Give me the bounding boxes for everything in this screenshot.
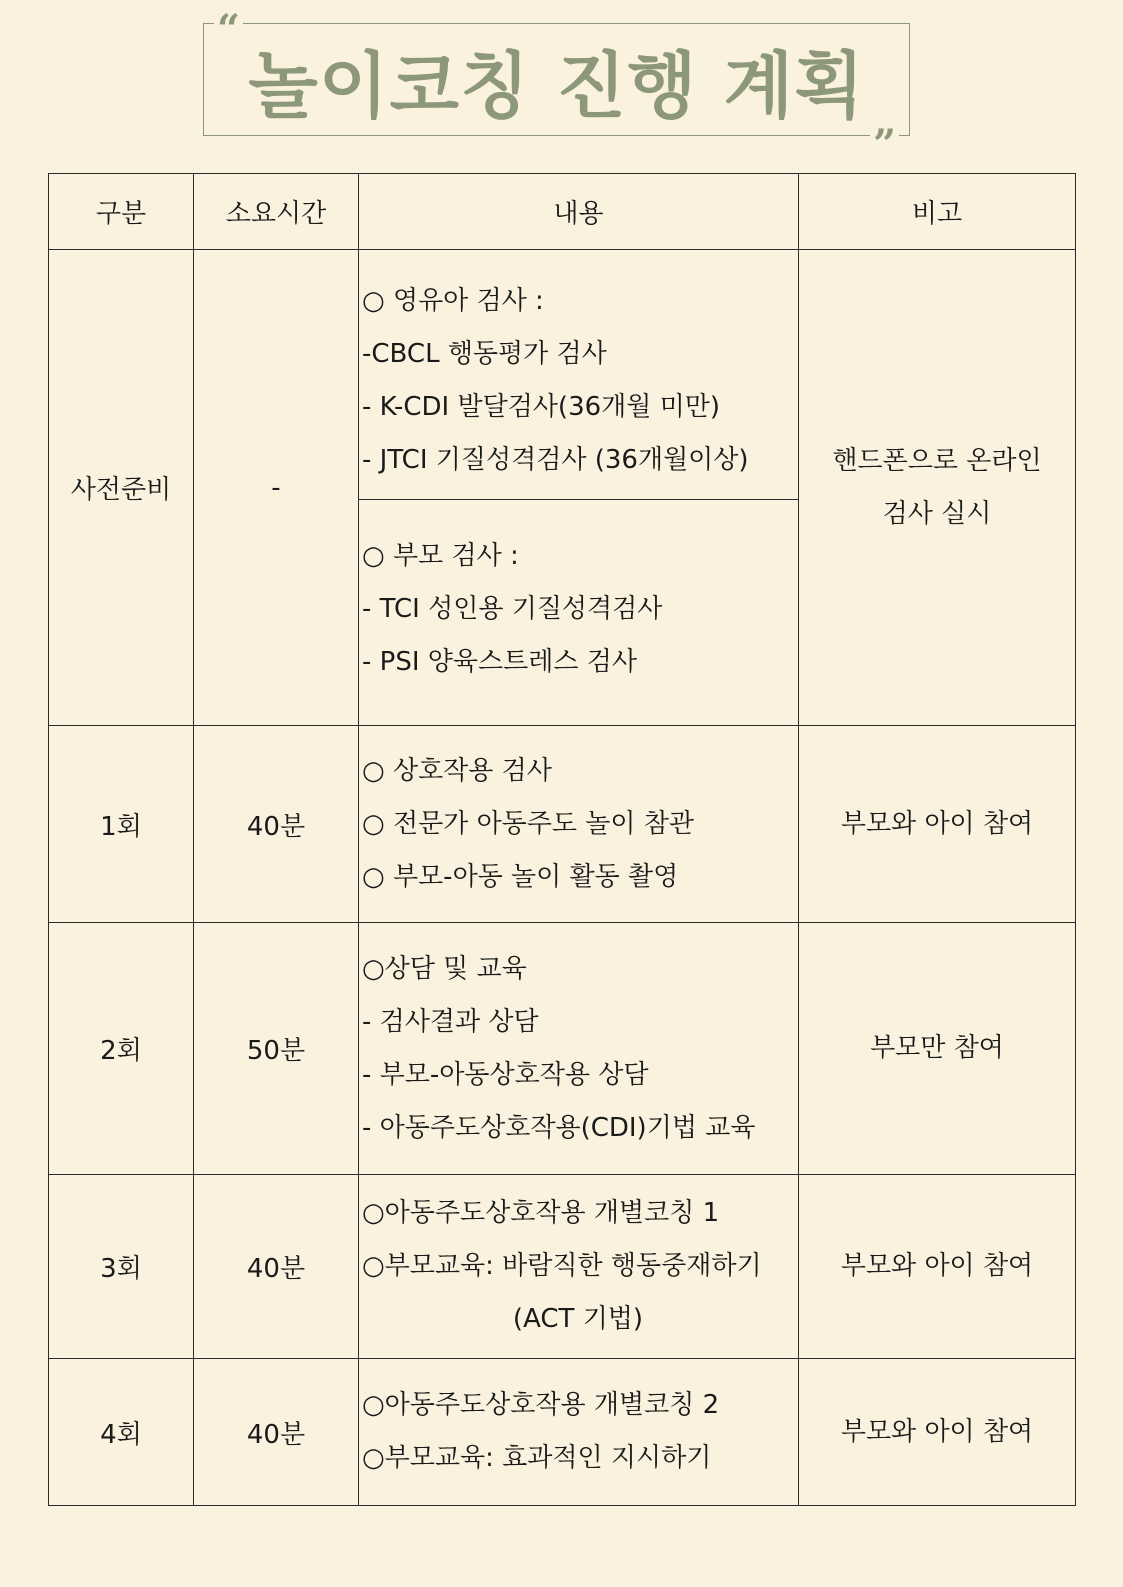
header-note: 비고: [799, 174, 1076, 250]
note-cell: [799, 923, 1076, 1175]
duration-cell: 50분: [194, 923, 359, 1175]
content-line: ○아동주도상호작용 개별코칭 2: [362, 1390, 720, 1420]
table-row-session-2: [49, 923, 1076, 1175]
open-quote-mark: “: [214, 10, 243, 50]
content-line: ○부모교육: 효과적인 지시하기: [362, 1443, 712, 1473]
content-line: - 아동주도상호작용(CDI)기법 교육: [362, 1112, 756, 1143]
content-line: - K-CDI 발달검사(36개월 미만): [362, 391, 721, 422]
content-line: ○ 부모 검사 :: [362, 540, 519, 571]
session-cell: 3회: [49, 1175, 194, 1359]
content-cell: [359, 726, 799, 923]
content-line: ○ 전문가 아동주도 놀이 참관: [362, 808, 695, 839]
table-header-row: [49, 174, 1076, 250]
title-box: [203, 6, 910, 168]
duration-cell: 40분: [194, 1359, 359, 1506]
note-cell: [799, 1175, 1076, 1359]
content-line: ○상담 및 교육: [362, 953, 527, 984]
note-line: 부모와 아이 참여: [840, 1416, 1034, 1447]
table-row-session-4: [49, 1359, 1076, 1506]
content-cell: [359, 923, 799, 1175]
duration-cell: -: [194, 250, 359, 726]
parent-test-block: [359, 500, 798, 713]
content-line: ○ 부모-아동 놀이 활동 촬영: [362, 861, 679, 892]
content-cell: [359, 1359, 799, 1506]
content-cell: [359, 250, 799, 726]
note-cell: [799, 726, 1076, 923]
note-line: 부모와 아이 참여: [840, 1251, 1034, 1281]
note-line: 부모만 참여: [870, 1033, 1004, 1063]
child-test-block: [359, 263, 798, 500]
session-cell: 2회: [49, 923, 194, 1175]
note-cell: [799, 250, 1076, 726]
note-cell: [799, 1359, 1076, 1506]
coaching-plan-table: [48, 173, 1076, 1506]
content-cell: [359, 1175, 799, 1359]
session-cell: 1회: [49, 726, 194, 923]
content-line: ○아동주도상호작용 개별코칭 1: [362, 1198, 720, 1228]
header-duration: 소요시간: [194, 174, 359, 250]
content-line: - JTCI 기질성격검사 (36개월이상): [362, 444, 749, 475]
header-session: 구분: [49, 174, 194, 250]
content-line: (ACT 기법): [512, 1304, 644, 1334]
duration-cell: 40분: [194, 1175, 359, 1359]
note-line: 검사 실시: [882, 498, 992, 529]
content-line: ○ 영유아 검사 :: [362, 285, 544, 316]
content-line: - 부모-아동상호작용 상담: [362, 1059, 649, 1090]
table-row-prep: [49, 250, 1076, 726]
page-title: 놀이코칭 진행 계획: [248, 43, 865, 128]
content-line: - 검사결과 상담: [362, 1006, 539, 1037]
table-row-session-1: [49, 726, 1076, 923]
content-line: -CBCL 행동평가 검사: [362, 338, 607, 369]
header-content: 내용: [359, 174, 799, 250]
table-row-session-3: [49, 1175, 1076, 1359]
content-line: - TCI 성인용 기질성격검사: [362, 593, 663, 624]
content-line: - PSI 양육스트레스 검사: [362, 646, 637, 677]
close-quote-mark: ”: [870, 125, 899, 165]
content-line: ○부모교육: 바람직한 행동중재하기: [362, 1251, 762, 1281]
note-line: 부모와 아이 참여: [840, 808, 1034, 839]
duration-cell: 40분: [194, 726, 359, 923]
note-line: 핸드폰으로 온라인: [832, 445, 1042, 476]
session-cell: 사전준비: [49, 250, 194, 726]
content-line: ○ 상호작용 검사: [362, 755, 552, 786]
session-cell: 4회: [49, 1359, 194, 1506]
